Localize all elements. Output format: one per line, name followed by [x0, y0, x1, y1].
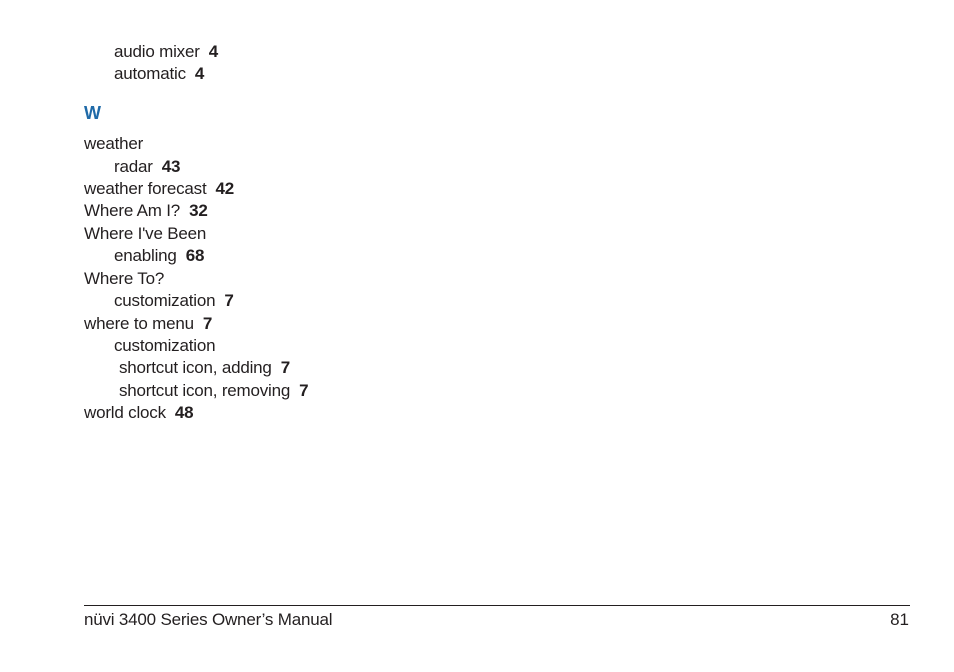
entry-page: 43	[161, 157, 181, 176]
entry-text: shortcut icon, adding	[119, 358, 272, 377]
index-entry-customization	[114, 291, 234, 311]
footer-manual-title: nüvi 3400 Series Owner’s Manual	[84, 610, 333, 629]
index-entry-automatic	[114, 64, 204, 84]
entry-text: radar	[114, 157, 153, 176]
index-entry-where-to	[84, 269, 164, 289]
index-entry-weather-forecast	[84, 179, 234, 199]
index-entry-enabling	[114, 246, 204, 266]
footer-page-number: 81	[890, 610, 909, 629]
entry-page: 7	[280, 358, 290, 377]
entry-text: where to menu	[84, 314, 194, 333]
entry-page: 42	[215, 179, 234, 198]
entry-page: 7	[202, 314, 213, 333]
entry-page: 48	[174, 403, 194, 422]
entry-text: Where Am I?	[84, 201, 181, 220]
entry-page: 7	[299, 381, 309, 400]
entry-text: automatic	[114, 64, 186, 83]
entry-text: audio mixer	[114, 42, 200, 61]
footer-divider	[84, 605, 910, 606]
index-entry-where-ive-been	[84, 224, 206, 244]
entry-text: customization	[114, 336, 216, 355]
entry-page: 7	[224, 291, 234, 310]
index-entry-audio-mixer	[114, 42, 218, 62]
entry-text: shortcut icon, removing	[119, 381, 291, 400]
entry-page: 32	[189, 201, 208, 220]
index-entry-shortcut-icon-removing	[119, 381, 308, 401]
index-entry-customization-sub	[114, 336, 215, 356]
index-entry-weather	[84, 134, 143, 154]
index-entry-where-am-i	[84, 201, 208, 221]
entry-text: weather	[84, 134, 144, 153]
entry-page: 4	[208, 42, 218, 61]
index-entry-world-clock	[84, 403, 193, 423]
index-entry-where-to-menu	[84, 314, 212, 334]
index-entry-shortcut-icon-adding	[119, 358, 290, 378]
entry-page: 4	[194, 64, 205, 83]
entry-text: enabling	[114, 246, 177, 265]
entry-text: customization	[114, 291, 216, 310]
section-letter-heading: W	[84, 103, 101, 123]
entry-text: world clock	[84, 403, 166, 422]
entry-text: Where I've Been	[84, 224, 207, 243]
entry-text: Where To?	[84, 269, 165, 288]
entry-page: 68	[185, 246, 205, 265]
index-entry-radar	[114, 157, 180, 177]
entry-text: weather forecast	[84, 179, 207, 198]
